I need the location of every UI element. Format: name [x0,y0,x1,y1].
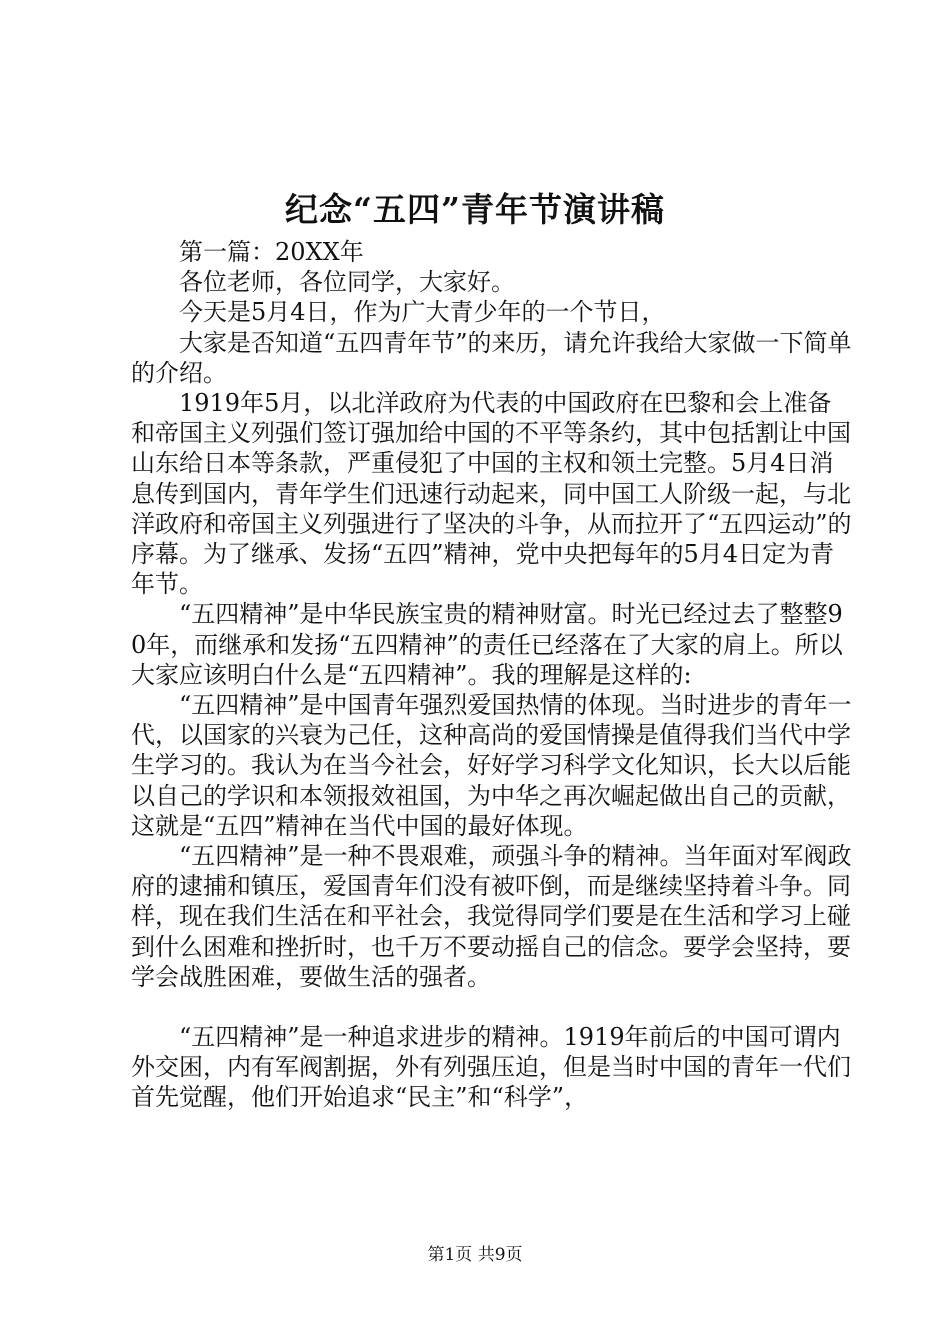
paragraph: 今天是5月4日，作为广大青少年的一个节日， [179,298,666,327]
paragraph: 大家是否知道“五四青年节”的来历，请允许我给大家做一下简单的介绍。 [131,328,852,387]
paragraph: “五四精神”是中国青年强烈爱国热情的体现。当时进步的青年一代，以国家的兴衰为己任，这种高尚的爱国情操是值得我们当代中学生学习的。我认为在当今社会，好好学习科学文化知识，长大以后能以自己的学识和本领报效祖国，为中华之再次崛起做出自己的贡献，这就是“五四”精神在当代中国的最好体现。 [131,691,852,840]
paragraph: 第一篇：20XX年 [179,238,364,266]
paragraph: “五四精神”是一种追求进步的精神。1919年前后的中国可谓内外交困，内有军阀割据，外有列强压迫，但是当时中国的青年一代们首先觉醒，他们开始追求“民主”和“科学”， [131,1023,851,1112]
document-body [131,237,853,1113]
paragraph: 1919年5月，以北洋政府为代表的中国政府在巴黎和会上准备和帝国主义列强们签订强加给中国的不平等条约，其中包括割让中国山东给日本等条款，严重侵犯了中国的主权和领土完整。5月4日消息传到国内，青年学生们迅速行动起来，同中国工人阶级一起，与北洋政府和帝国主义列强进行了坚决的斗争，从而拉开了“五四运动”的序幕。为了继承、发扬“五四”精神，党中央把每年的5月4日定为青年节。 [131,389,852,599]
paragraph: 各位老师，各位同学，大家好。 [179,268,515,297]
page-number-footer: 第1页 共9页 [427,1245,523,1265]
page-title: 纪念“五四”青年节演讲稿 [285,190,665,229]
paragraph: “五四精神”是中华民族宝贵的精神财富。时光已经过去了整整90年，而继承和发扬“五四精神”的责任已经落在了大家的肩上。所以大家应该明白什么是“五四精神”。我的理解是这样的: [131,600,843,689]
paragraph: “五四精神”是一种不畏艰难，顽强斗争的精神。当年面对军阀政府的逮捕和镇压，爱国青年们没有被吓倒，而是继续坚持着斗争。同样，现在我们生活在和平社会，我觉得同学们要是在生活和学习上碰到什么困难和挫折时，也千万不要动摇自己的信念。要学会坚持，要学会战胜困难，要做生活的强者。 [131,842,852,991]
